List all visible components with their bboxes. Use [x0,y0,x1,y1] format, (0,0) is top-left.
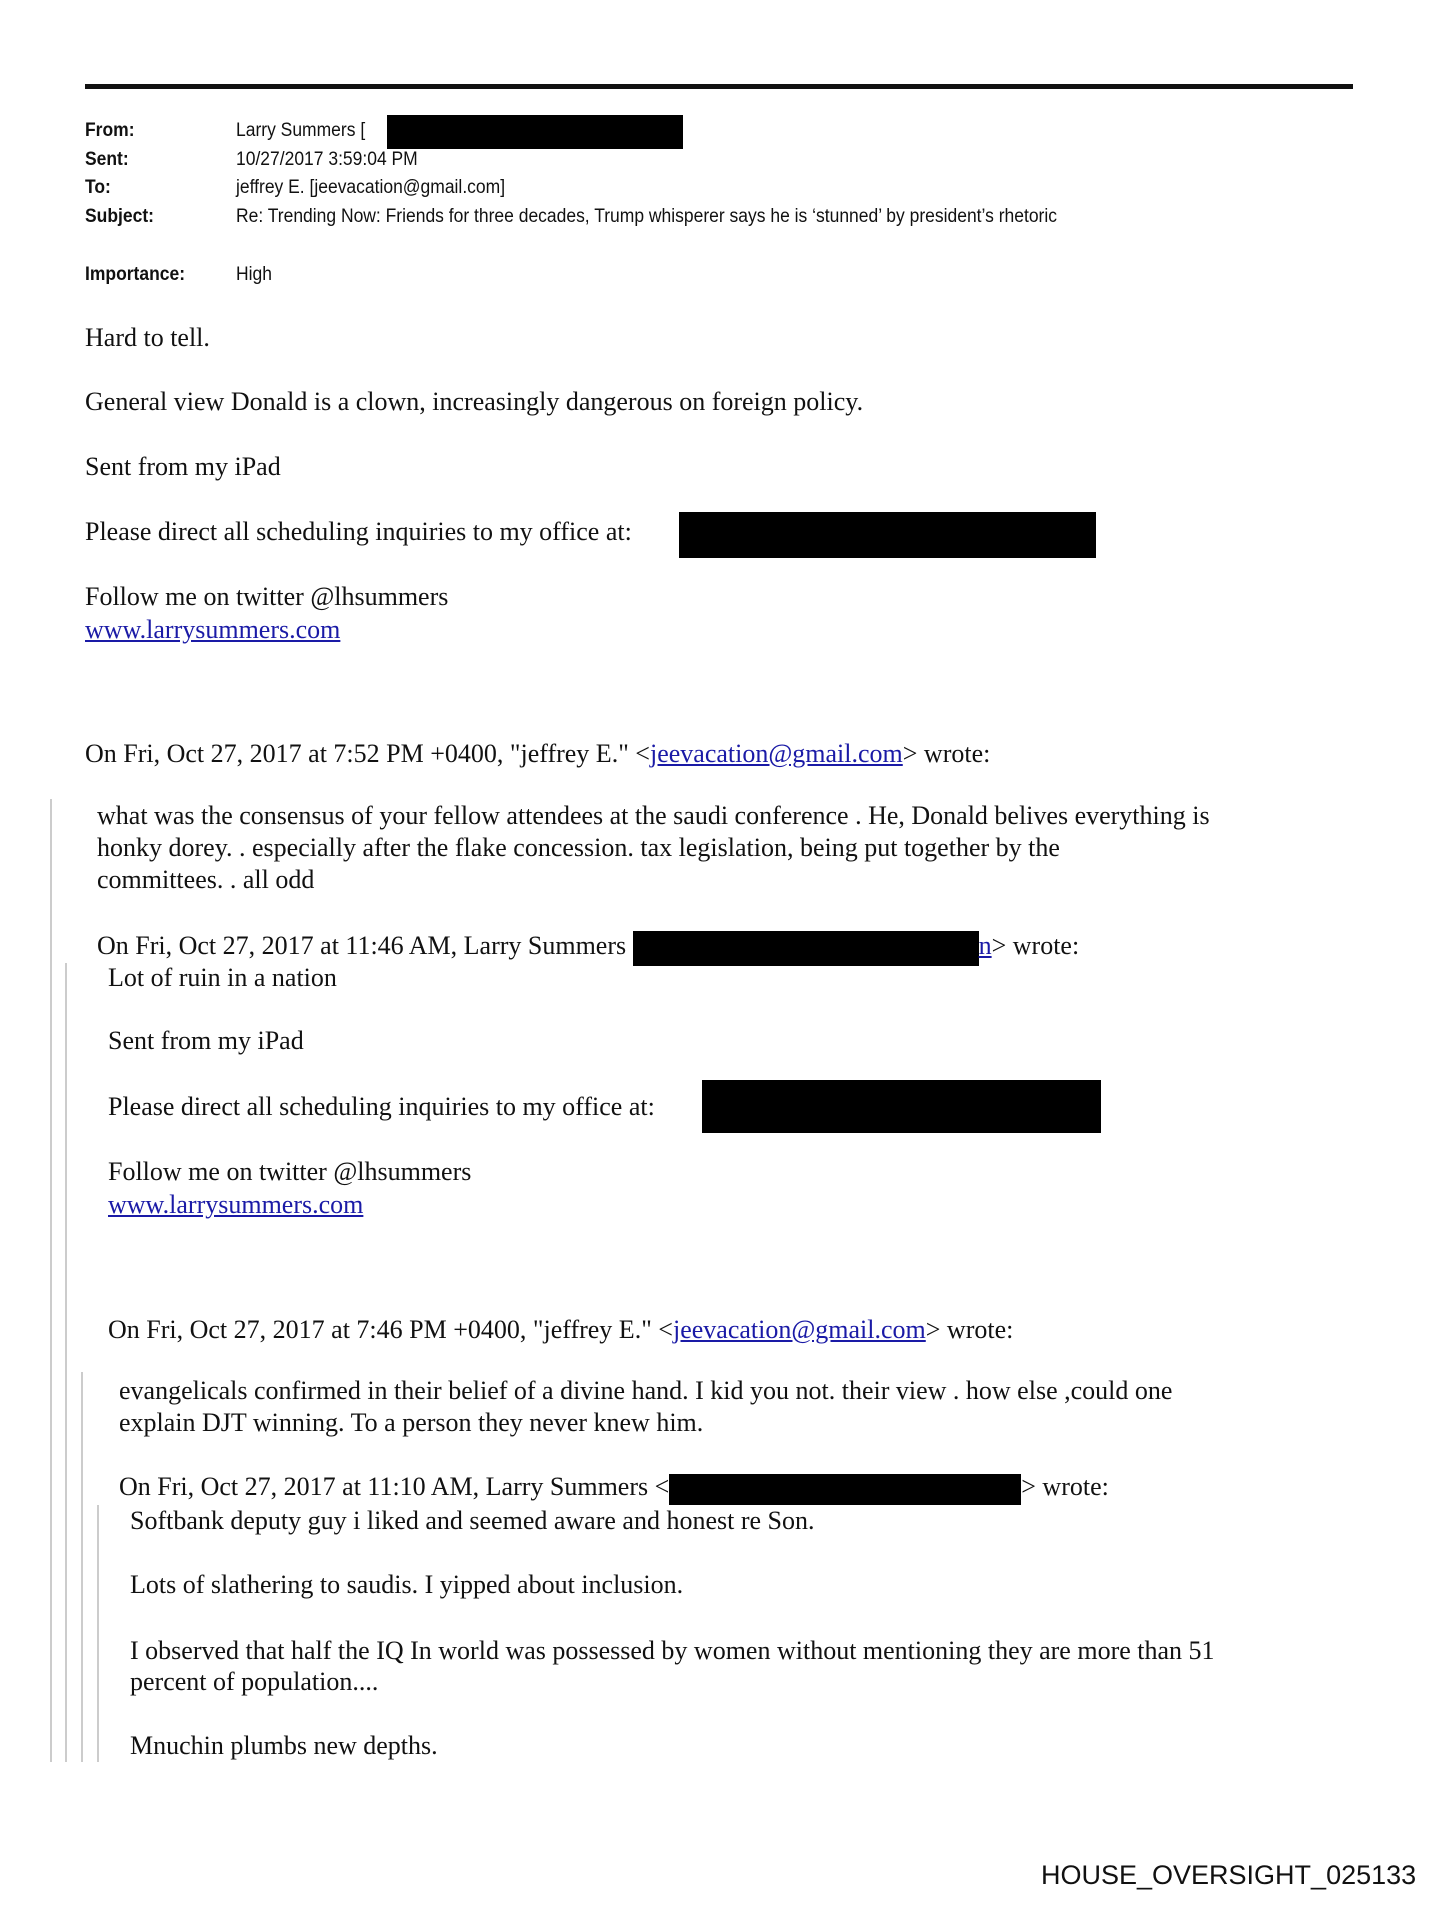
website-link[interactable]: www.larrysummers.com [108,1190,364,1219]
subject-value: Re: Trending Now: Friends for three decades, Trump whisperer says he is ‘stunned’ by president’s rhetoric [236,206,1057,227]
from-value: Larry Summers [ [236,120,366,141]
body-line: evangelicals confirmed in their belief of a divine hand. I kid you not. their view . how else ,could one [119,1376,1173,1405]
body-line: Lots of slathering to saudis. I yipped about inclusion. [130,1570,684,1599]
sent-label: Sent: [85,149,129,170]
email-link[interactable]: jeevacation@gmail.com [672,1315,926,1344]
body-line: Softbank deputy guy i liked and seemed aware and honest re Son. [130,1506,815,1535]
body-line: Hard to tell. [85,323,210,352]
quote-attribution [119,1471,1109,1503]
sent-value: 10/27/2017 3:59:04 PM [236,149,418,170]
subject-label: Subject: [85,206,154,227]
attribution-text: On Fri, Oct 27, 2017 at 11:10 AM, Larry Summers < [119,1472,670,1501]
to-value: jeffrey E. [jeevacation@gmail.com] [236,177,506,198]
signature-twitter: Follow me on twitter @lhsummers [108,1157,472,1186]
body-line: what was the consensus of your fellow attendees at the saudi conference . He, Donald belives everything is [97,801,1210,830]
website-link[interactable]: www.larrysummers.com [85,615,341,644]
attribution-text: On Fri, Oct 27, 2017 at 7:52 PM +0400, "jeffrey E." < [85,739,650,768]
quote-attribution [85,738,990,770]
body-line: percent of population.... [130,1667,379,1696]
body-line: committees. . all odd [97,865,315,894]
quote-bar [97,1505,99,1762]
attribution-text: > wrote: [1021,1472,1109,1501]
attribution-text: > wrote: [991,931,1080,960]
body-line: I observed that half the IQ In world was possessed by women without mentioning they are more than 51 [130,1636,1215,1665]
quote-bar [50,799,52,1762]
signature-twitter: Follow me on twitter @lhsummers [85,582,449,611]
header-rule [85,84,1353,89]
to-label: To: [85,177,111,198]
body-line: Mnuchin plumbs new depths. [130,1731,438,1760]
quote-bar [65,963,67,1762]
attribution-text: On Fri, Oct 27, 2017 at 11:46 AM, Larry Summers [97,931,633,960]
signature-sent-from: Sent from my iPad [108,1026,304,1055]
redaction-office-contact [702,1080,1101,1133]
body-line: explain DJT winning. To a person they never knew him. [119,1408,704,1437]
quote-attribution [97,930,1079,962]
importance-value: High [236,264,272,285]
website-link-wrap [85,614,340,646]
body-line: Lot of ruin in a nation [108,963,337,992]
redaction-email [633,931,979,966]
attribution-text: > wrote: [902,739,991,768]
importance-label: Importance: [85,264,186,285]
redaction-from-email [387,115,683,149]
from-label: From: [85,120,135,141]
email-link-fragment[interactable]: n [978,931,992,960]
signature-scheduling: Please direct all scheduling inquiries to my office at: [108,1092,655,1121]
quote-attribution [108,1314,1013,1346]
body-line: General view Donald is a clown, increasingly dangerous on foreign policy. [85,387,864,416]
website-link-wrap [108,1189,363,1221]
attribution-text: > wrote: [925,1315,1014,1344]
email-link[interactable]: jeevacation@gmail.com [649,739,903,768]
bates-number: HOUSE_OVERSIGHT_025133 [1041,1860,1417,1890]
body-line: honky dorey. . especially after the flake concession. tax legislation, being put together by the [97,833,1060,862]
attribution-text: On Fri, Oct 27, 2017 at 7:46 PM +0400, "jeffrey E." < [108,1315,673,1344]
redaction-email [669,1474,1021,1505]
quote-bar [81,1372,83,1762]
signature-sent-from: Sent from my iPad [85,452,281,481]
signature-scheduling: Please direct all scheduling inquiries to my office at: [85,517,632,546]
redaction-office-contact [679,512,1096,558]
